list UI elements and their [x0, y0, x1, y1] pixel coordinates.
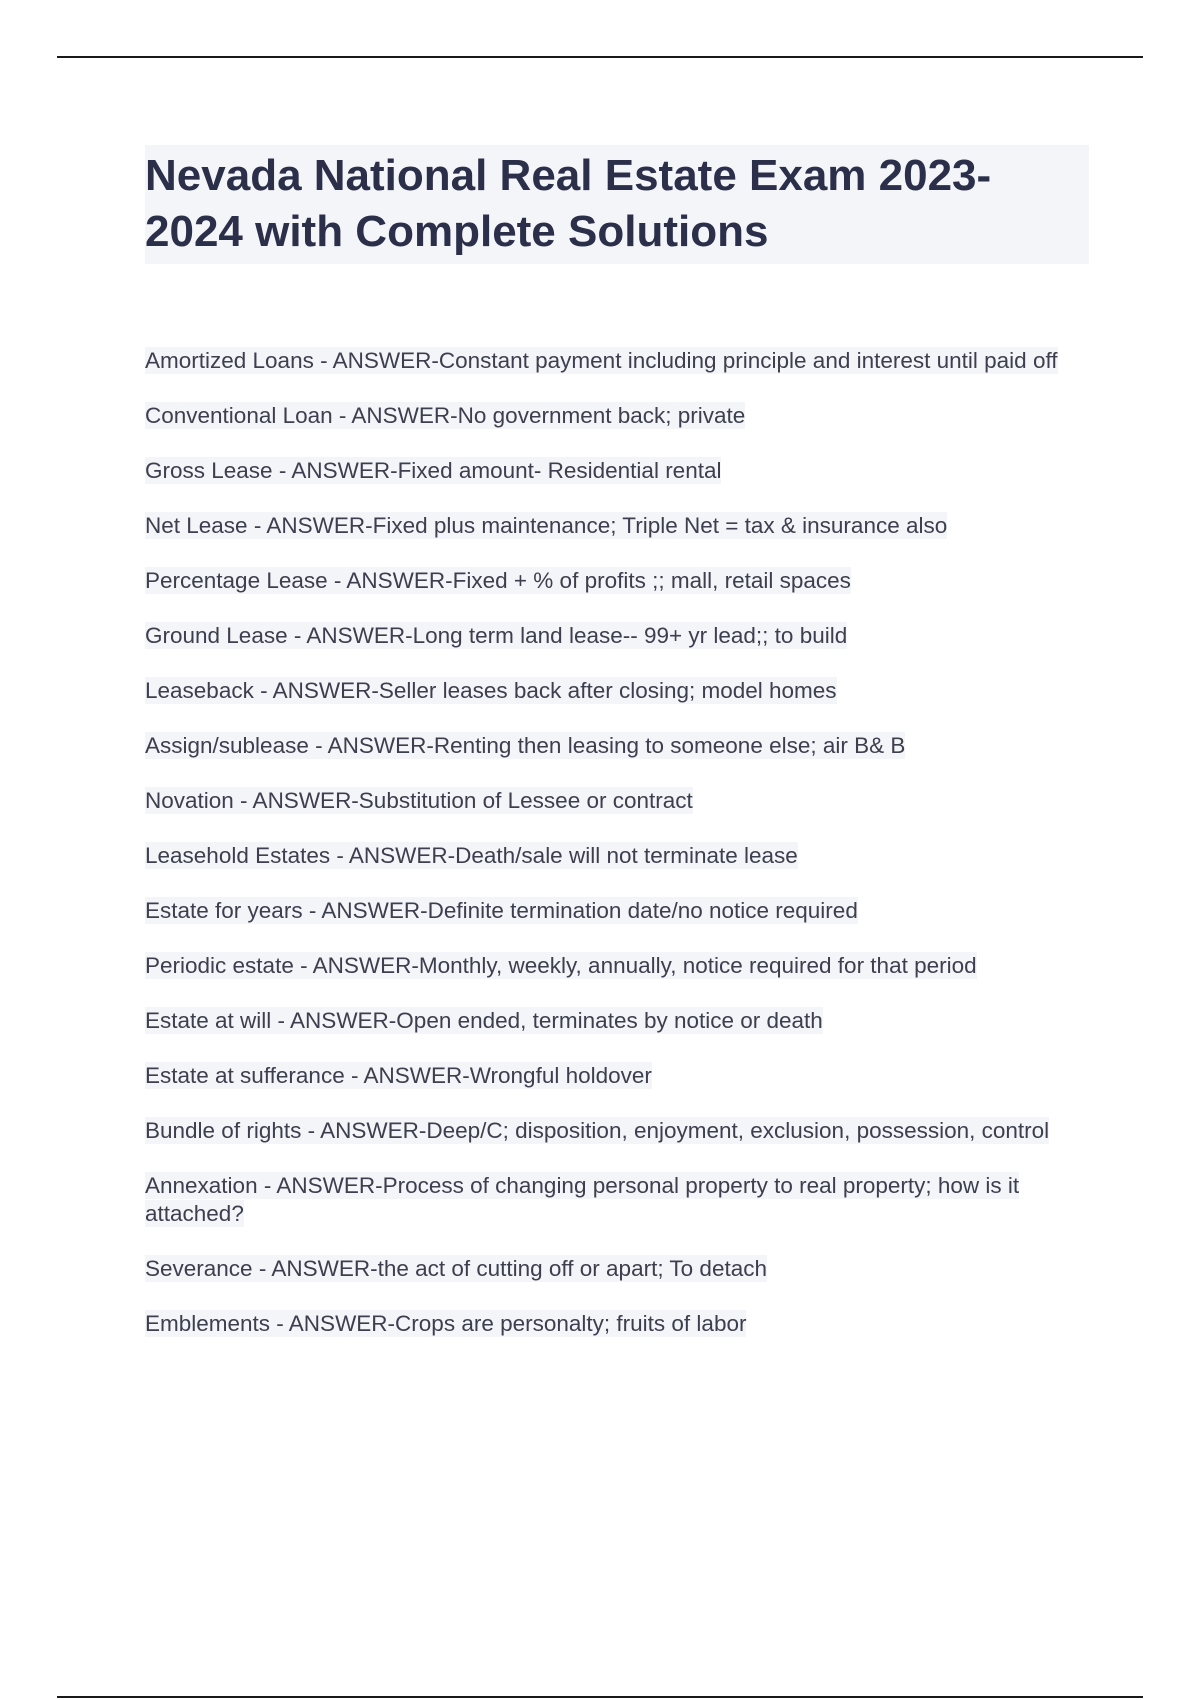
qa-entry-text: Periodic estate - ANSWER-Monthly, weekly, annually, notice required for that period	[145, 953, 977, 978]
qa-entry-text: Leasehold Estates - ANSWER-Death/sale will not terminate lease	[145, 843, 798, 868]
qa-entry	[145, 787, 1089, 815]
qa-entry-text: Annexation - ANSWER-Process of changing personal property to real property; how is it attached?	[145, 1173, 1020, 1226]
qa-entry-text: Assign/sublease - ANSWER-Renting then leasing to someone else; air B& B	[145, 733, 906, 758]
title-block	[145, 145, 1089, 264]
qa-entry-text: Amortized Loans - ANSWER-Constant payment including principle and interest until paid off	[145, 348, 1058, 373]
qa-entry	[145, 677, 1089, 705]
qa-entry-text: Percentage Lease - ANSWER-Fixed + % of profits ;; mall, retail spaces	[145, 568, 851, 593]
qa-entry	[145, 897, 1089, 925]
qa-entry	[145, 1062, 1089, 1090]
qa-entry-text: Estate at sufferance - ANSWER-Wrongful holdover	[145, 1063, 652, 1088]
qa-entry-text: Emblements - ANSWER-Crops are personalty; fruits of labor	[145, 1311, 747, 1336]
qa-list	[145, 347, 1089, 1338]
qa-entry	[145, 952, 1089, 980]
qa-entry	[145, 1172, 1089, 1228]
qa-entry	[145, 457, 1089, 485]
qa-entry	[145, 732, 1089, 760]
document-body	[145, 145, 1089, 1365]
qa-entry	[145, 1255, 1089, 1283]
qa-entry-text: Novation - ANSWER-Substitution of Lessee or contract	[145, 788, 693, 813]
qa-entry	[145, 1117, 1089, 1145]
top-rule	[57, 56, 1143, 58]
qa-entry-text: Conventional Loan - ANSWER-No government back; private	[145, 403, 746, 428]
qa-entry	[145, 567, 1089, 595]
qa-entry	[145, 347, 1089, 375]
document-title: Nevada National Real Estate Exam 2023-2024 with Complete Solutions	[145, 151, 992, 256]
qa-entry-text: Severance - ANSWER-the act of cutting off or apart; To detach	[145, 1256, 767, 1281]
qa-entry	[145, 402, 1089, 430]
qa-entry-text: Ground Lease - ANSWER-Long term land lease-- 99+ yr lead;; to build	[145, 623, 848, 648]
qa-entry	[145, 1310, 1089, 1338]
qa-entry-text: Estate for years - ANSWER-Definite termination date/no notice required	[145, 898, 858, 923]
qa-entry	[145, 512, 1089, 540]
qa-entry	[145, 1007, 1089, 1035]
qa-entry	[145, 622, 1089, 650]
qa-entry-text: Leaseback - ANSWER-Seller leases back after closing; model homes	[145, 678, 837, 703]
bottom-rule	[57, 1696, 1143, 1698]
qa-entry	[145, 842, 1089, 870]
qa-entry-text: Bundle of rights - ANSWER-Deep/C; disposition, enjoyment, exclusion, possession, control	[145, 1118, 1050, 1143]
qa-entry-text: Net Lease - ANSWER-Fixed plus maintenance; Triple Net = tax & insurance also	[145, 513, 948, 538]
qa-entry-text: Estate at will - ANSWER-Open ended, terminates by notice or death	[145, 1008, 823, 1033]
qa-entry-text: Gross Lease - ANSWER-Fixed amount- Residential rental	[145, 458, 722, 483]
